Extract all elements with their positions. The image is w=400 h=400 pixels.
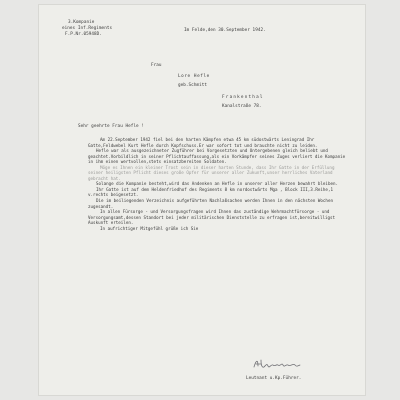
- recipient-street: Kanalstraße 78.: [222, 104, 262, 109]
- sender-line-3: F.P.Nr.05948D.: [65, 32, 102, 37]
- paragraph-4: Solange die Kompanie besteht,wird das Andenken an Hefle in unserer aller Herzen bewahrt bleiben.: [96, 181, 339, 187]
- paragraph-3: Möge es Ihnen ein kleiner Trost sein in dieser harten Stunde, dass Ihr Gatte in der Erfüllung seiner heiligsten Pflicht dieses große Opfer für unserer aller Zukunft,unser herrliches Vaterland gebracht hat.: [88, 164, 335, 181]
- handwritten-signature: [252, 356, 302, 372]
- recipient-salutation: Frau: [151, 63, 162, 68]
- paragraph-7: In allen Fürsorge - und Versorgungsfragen wird Ihnen das zuständige Wehrmachtfürsorge - und Versorgungsamt,dessen Standort bei jeder militärischen Dienststelle zu erfragen ist,bereitwilligst Auskunft erteilen.: [88, 209, 336, 226]
- letter-sheet: [38, 4, 366, 396]
- sender-line-1: 3.Kompanie: [68, 20, 95, 25]
- recipient-maiden-name: geb.Schmitt: [178, 83, 208, 88]
- paragraph-5: Ihr Gatte ist auf dem Heldenfriedhof des Regiments 8 km nordostwärts Mga , Block III,3.Reihe,1 v.rechts beigesetzt.: [88, 186, 333, 198]
- signature-title: Leutnant u.Kp.Führer.: [246, 376, 302, 381]
- letter-body: [88, 137, 350, 231]
- recipient-city: Frankenthal: [222, 95, 264, 100]
- paragraph-2: Hefle war als ausgezeichneter Zugführer bei Vorgesetzten und Untergebenen gleich beliebt und geachtet.Vorbildlich in seiner Pflichtauffassung,als ein Vorkämpfer seines Zuges verliert die Kompanie in ihm einen wertvollen,stets einsatzbereiten Soldaten.: [88, 148, 346, 165]
- recipient-name: Lore Hefle: [178, 74, 210, 79]
- sender-line-2: eines Inf.Regiments: [62, 26, 113, 31]
- paragraph-6: Die im beiliegenden Verzeichnis aufgeführten Nachlaßsachen werden Ihnen in den nächsten Wochen zugesandt.: [88, 198, 333, 209]
- paragraph-1: Am 22.September 1942 fiel bei den harten Kämpfen etwa 45 km südostwärts Leningrad Ihr Gatte,Feldwebel Kurt Hefle durch Kopfschuss.Er war sofort tot und brauchte nicht zu leiden.: [88, 137, 318, 148]
- paragraph-8: In aufrichtiger Mitgefühl grüße ich Sie: [100, 225, 199, 231]
- dateline: Im Felde,den 30.September 1942.: [184, 28, 266, 33]
- greeting: Sehr geehrte Frau Hefle !: [78, 124, 144, 129]
